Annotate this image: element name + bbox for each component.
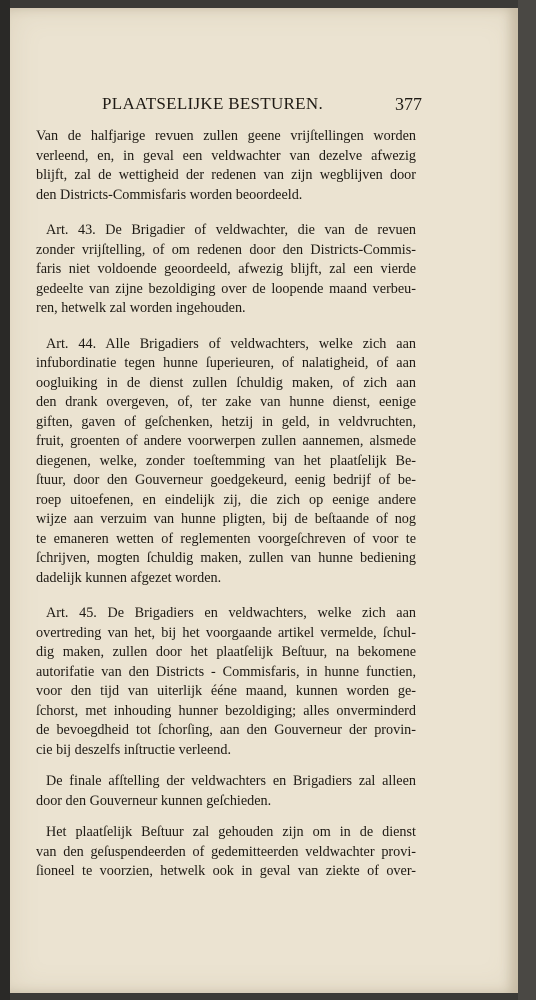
text-line: ſioneel te voorzien, hetwelk ook in geval van ziekte of over- <box>36 863 416 879</box>
text-line: gedeelte van zijne bezoldiging over de loopende maand verbeu- <box>36 280 416 297</box>
page-body <box>36 127 416 882</box>
page-header <box>10 94 518 118</box>
text-line: roep uitoefenen, en eindelijk zij, die zich op eenige andere <box>36 491 416 508</box>
text-line: De finale afſtelling der veldwachters en Brigadiers zal alleen <box>46 773 416 789</box>
book-spine-shadow <box>0 0 10 1000</box>
text-line: verleend, en, in geval een veldwachter van dezelve afwezig <box>36 147 416 164</box>
paragraph-revuen <box>36 127 416 205</box>
paragraph-finale-afstelling <box>36 772 416 811</box>
page-edge-shadow <box>518 0 536 1000</box>
book-page <box>10 8 518 993</box>
text-line: ſchorst, met inhouding hunner bezoldiging; alles onverminderd <box>36 702 416 719</box>
text-line: ſchrijven, mogten ſchuldig maken, zullen van hunne bediening <box>36 550 416 566</box>
text-line: cie bij deszelfs inſtructie verleend. <box>36 741 231 758</box>
text-line: oogluiking in de dienst zullen ſchuldig maken, of zich aan <box>36 374 416 391</box>
text-line: Van de halfjarige revuen zullen geene vrijſtellingen worden <box>36 128 416 144</box>
text-line: ſtuur, door den Gouverneur goedgekeurd, eenig bedrijf of be- <box>36 472 416 488</box>
text-line: dig maken, zullen door het plaatſelijk Beſtuur, na bekomene <box>36 644 416 660</box>
text-line: Art. 43. De Brigadier of veldwachter, die van de revuen <box>46 222 416 238</box>
text-line: fruit, groenten of andere voorwerpen zullen aannemen, alsmede <box>36 433 416 449</box>
text-line: den drank overgeven, of, ter zake van hunne dienst, eenige <box>36 394 416 410</box>
text-line: Het plaatſelijk Beſtuur zal gehouden zijn om in de dienst <box>46 824 416 840</box>
page-number: 377 <box>395 94 422 114</box>
text-line: ren, hetwelk zal worden ingehouden. <box>36 300 246 316</box>
text-line: de bevoegdheid tot ſchorſing, aan den Gouverneur der provin- <box>36 722 416 738</box>
text-line: blijft, zal de wettigheid der redenen van zijn wegblijven door <box>36 167 416 183</box>
text-line: Art. 45. De Brigadiers en veldwachters, welke zich aan <box>46 605 416 621</box>
text-line: den Districts-Commisfaris worden beoordeeld. <box>36 186 303 203</box>
text-line: door den Gouverneur kunnen geſchieden. <box>36 792 272 809</box>
text-line: faris niet voldoende geoordeeld, afwezig blijft, zal een vierde <box>36 261 416 277</box>
text-line: dadelijk kunnen afgezet worden. <box>36 569 222 586</box>
text-line: voor den tijd van uiterlijk ééne maand, kunnen worden ge- <box>36 683 416 699</box>
text-line: zonder vrijſtelling, of om redenen door den Districts-Commis- <box>36 241 416 258</box>
text-line: diegenen, welke, zonder toeſtemming van het plaatſelijk Be- <box>36 452 416 469</box>
paragraph-art-43 <box>36 221 416 319</box>
paragraph-art-45 <box>36 604 416 760</box>
paragraph-plaatselijk-bestuur <box>36 823 416 882</box>
running-title: PLAATSELIJKE BESTUREN. <box>102 94 323 113</box>
text-line: te emaneren wetten of reglementen voorgeſchreven of voor te <box>36 530 416 547</box>
paragraph-art-44 <box>36 335 416 589</box>
text-line: overtreding van het, bij het voorgaande artikel vermelde, ſchul- <box>36 624 416 641</box>
text-line: wijze aan verzuim van hunne pligten, bij de beſtaande of nog <box>36 511 416 527</box>
text-line: infubordinatie tegen hunne ſuperieuren, of nalatigheid, of aan <box>36 355 416 371</box>
text-line: Art. 44. Alle Brigadiers of veldwachters, welke zich aan <box>46 335 416 352</box>
text-line: autorifatie van den Districts - Commisfaris, in hunne functien, <box>36 663 416 680</box>
text-line: giften, gaven of geſchenken, hetzij in geld, in veldvruchten, <box>36 413 416 430</box>
text-line: van den geſuspendeerden of gedemitteerden veldwachter provi- <box>36 843 416 860</box>
